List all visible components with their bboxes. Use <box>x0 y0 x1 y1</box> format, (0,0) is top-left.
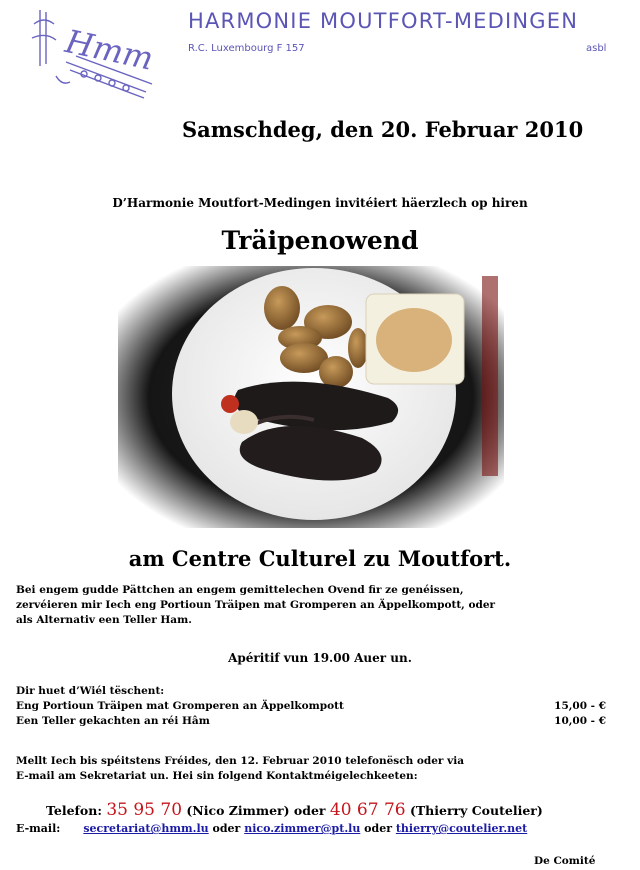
menu-item-price: 15,00 - € <box>554 700 606 712</box>
phone-contact-1: (Nico Zimmer) oder <box>186 803 326 818</box>
event-date: Samschdeg, den 20. Februar 2010 <box>182 117 584 142</box>
aperitif-time: Apéritif vun 19.00 Auer un. <box>228 651 412 665</box>
phone-contacts <box>46 800 543 820</box>
phone-label: Telefon: <box>46 803 102 818</box>
email-link-secretariat[interactable]: secretariat@hmm.lu <box>83 822 209 835</box>
event-description <box>16 583 628 628</box>
organization-name: HARMONIE MOUTFORT-MEDINGEN <box>188 9 579 33</box>
food-photo <box>118 266 504 528</box>
menu-heading: Dir huet d’Wiél tëschent: <box>16 685 165 697</box>
menu-item <box>16 699 606 714</box>
event-title: Träipenowend <box>221 226 419 255</box>
email-label: E-mail: <box>16 822 61 835</box>
signup-line: E-mail am Sekretariat un. Hei sin folgend Kontaktméigelechkeeten: <box>16 770 418 782</box>
email-contacts <box>16 822 527 835</box>
registration-info <box>16 754 628 784</box>
email-link-nico[interactable]: nico.zimmer@pt.lu <box>244 822 361 835</box>
venue-heading: am Centre Culturel zu Moutfort. <box>128 546 512 571</box>
signup-line: Mellt Iech bis spéitstens Fréides, den 12. Februar 2010 telefonësch oder via <box>16 755 464 767</box>
email-separator: oder <box>212 822 241 835</box>
menu-item <box>16 714 606 729</box>
phone-contact-2: (Thierry Coutelier) <box>409 803 543 818</box>
phone-number-1: 35 95 70 <box>106 800 183 820</box>
logo-text: Hmm <box>62 22 157 78</box>
phone-number-2: 40 67 76 <box>329 800 406 820</box>
menu-item-label: Een Teller gekachten an réi Hâm <box>16 715 210 727</box>
harmonie-logo <box>26 4 166 100</box>
description-line: als Alternativ een Teller Ham. <box>16 614 192 626</box>
signature: De Comité <box>534 855 596 867</box>
email-separator: oder <box>364 822 392 835</box>
registration-number: R.C. Luxembourg F 157 <box>188 43 305 54</box>
menu-item-label: Eng Portioun Träipen mat Gromperen an Äppelkompott <box>16 700 344 712</box>
email-link-thierry[interactable]: thierry@coutelier.net <box>395 822 528 835</box>
description-line: zervéieren mir Iech eng Portioun Träipen mat Gromperen an Äppelkompott, oder <box>16 599 496 611</box>
description-line: Bei engem gudde Pättchen an engem gemittelechen Ovend fir ze genéissen, <box>16 584 464 596</box>
legal-form: asbl <box>586 43 607 54</box>
menu-options <box>16 684 606 729</box>
menu-item-price: 10,00 - € <box>554 715 606 727</box>
invitation-text: D’Harmonie Moutfort-Medingen invitéiert häerzlech op hiren <box>112 196 528 210</box>
